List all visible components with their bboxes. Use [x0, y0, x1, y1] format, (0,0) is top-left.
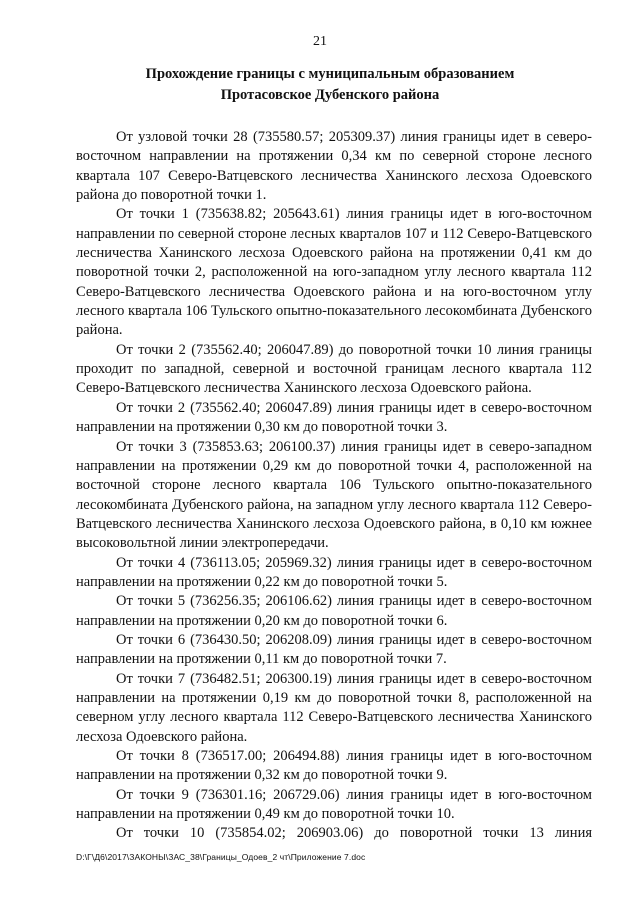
- paragraph: От точки 10 (735854.02; 206903.06) до поворотной точки 13 линия: [116, 825, 592, 842]
- boundary-description: [76, 128, 592, 844]
- paragraph: От точки 5 (736256.35; 206106.62) линия границы идет в северо-восточном направлении на протяжении 0,20 км до поворотной точки 6.: [76, 593, 592, 629]
- title-line-2: Протасовское Дубенского района: [220, 87, 440, 103]
- paragraph: От точки 2 (735562.40; 206047.89) до поворотной точки 10 линия границы проходит по западной, северной и восточной границам лесного квартала 112 Северо-Ватцевского лесничества Ханинского лесхоза Одоевского района.: [76, 341, 592, 397]
- paragraph: От точки 4 (736113.05; 205969.32) линия границы идет в северо-восточном направлении на протяжении 0,22 км до поворотной точки 5.: [76, 554, 592, 590]
- paragraph: От узловой точки 28 (735580.57; 205309.37) линия границы идет в северо-восточном направлении на протяжении 0,34 км по северной стороне лесного квартала 107 Северо-Ватцевского лесничества Ханинского лесхоза Одоевского района до поворотной точки 1.: [76, 129, 592, 204]
- paragraph: От точки 8 (736517.00; 206494.88) линия границы идет в юго-восточном направлении на протяжении 0,32 км до поворотной точки 9.: [76, 748, 592, 784]
- title-line-1: Прохождение границы с муниципальным образованием: [145, 66, 515, 82]
- paragraph: От точки 9 (736301.16; 206729.06) линия границы идет в юго-восточном направлении на протяжении 0,49 км до поворотной точки 10.: [76, 786, 592, 823]
- page-number: 21: [313, 34, 327, 49]
- document-title: [80, 64, 580, 106]
- paragraph: От точки 7 (736482.51; 206300.19) линия границы идет в северо-восточном направлении на протяжении 0,19 км до поворотной точки 8, расположенной на северном углу лесного квартала 112 Северо-Ватцевского лесничества Ханинского лесхоза Одоевского района.: [76, 670, 592, 745]
- paragraph: От точки 1 (735638.82; 205643.61) линия границы идет в юго-восточном направлении по северной стороне лесных кварталов 107 и 112 Северо-Ватцевского лесничества Ханинского лесхоза Одоевского района на протяжении 0,41 км до поворотной точки 2, расположенной на юго-западном углу лесного квартала 112 Северо-Ватцевского лесничества Одоевского района и на юго-восточном углу лесного квартала 106 Тульского опытно-показательного лесокомбината Дубенского района.: [76, 206, 592, 339]
- paragraph: От точки 2 (735562.40; 206047.89) линия границы идет в северо-восточном направлении на протяжении 0,30 км до поворотной точки 3.: [76, 399, 592, 436]
- paragraph: От точки 6 (736430.50; 206208.09) линия границы идет в северо-восточном направлении на протяжении 0,11 км до поворотной точки 7.: [76, 631, 592, 668]
- footer-file-path: D:\Г\Д6\2017\ЗАКОНЫ\ЗАС_38\Границы_Одоев_2 чт\Приложение 7.doc: [76, 852, 366, 862]
- paragraph: От точки 3 (735853.63; 206100.37) линия границы идет в северо-западном направлении на протяжении 0,29 км до поворотной точки 4, расположенной на восточной стороне лесного квартала 106 Тульского опытно-показательного лесокомбината Дубенского района, на западном углу лесного квартала 112 Северо-Ватцевского лесничества Ханинского лесхоза Одоевского района, в 0,10 км южнее высоковольтной линии электропередачи.: [76, 438, 592, 552]
